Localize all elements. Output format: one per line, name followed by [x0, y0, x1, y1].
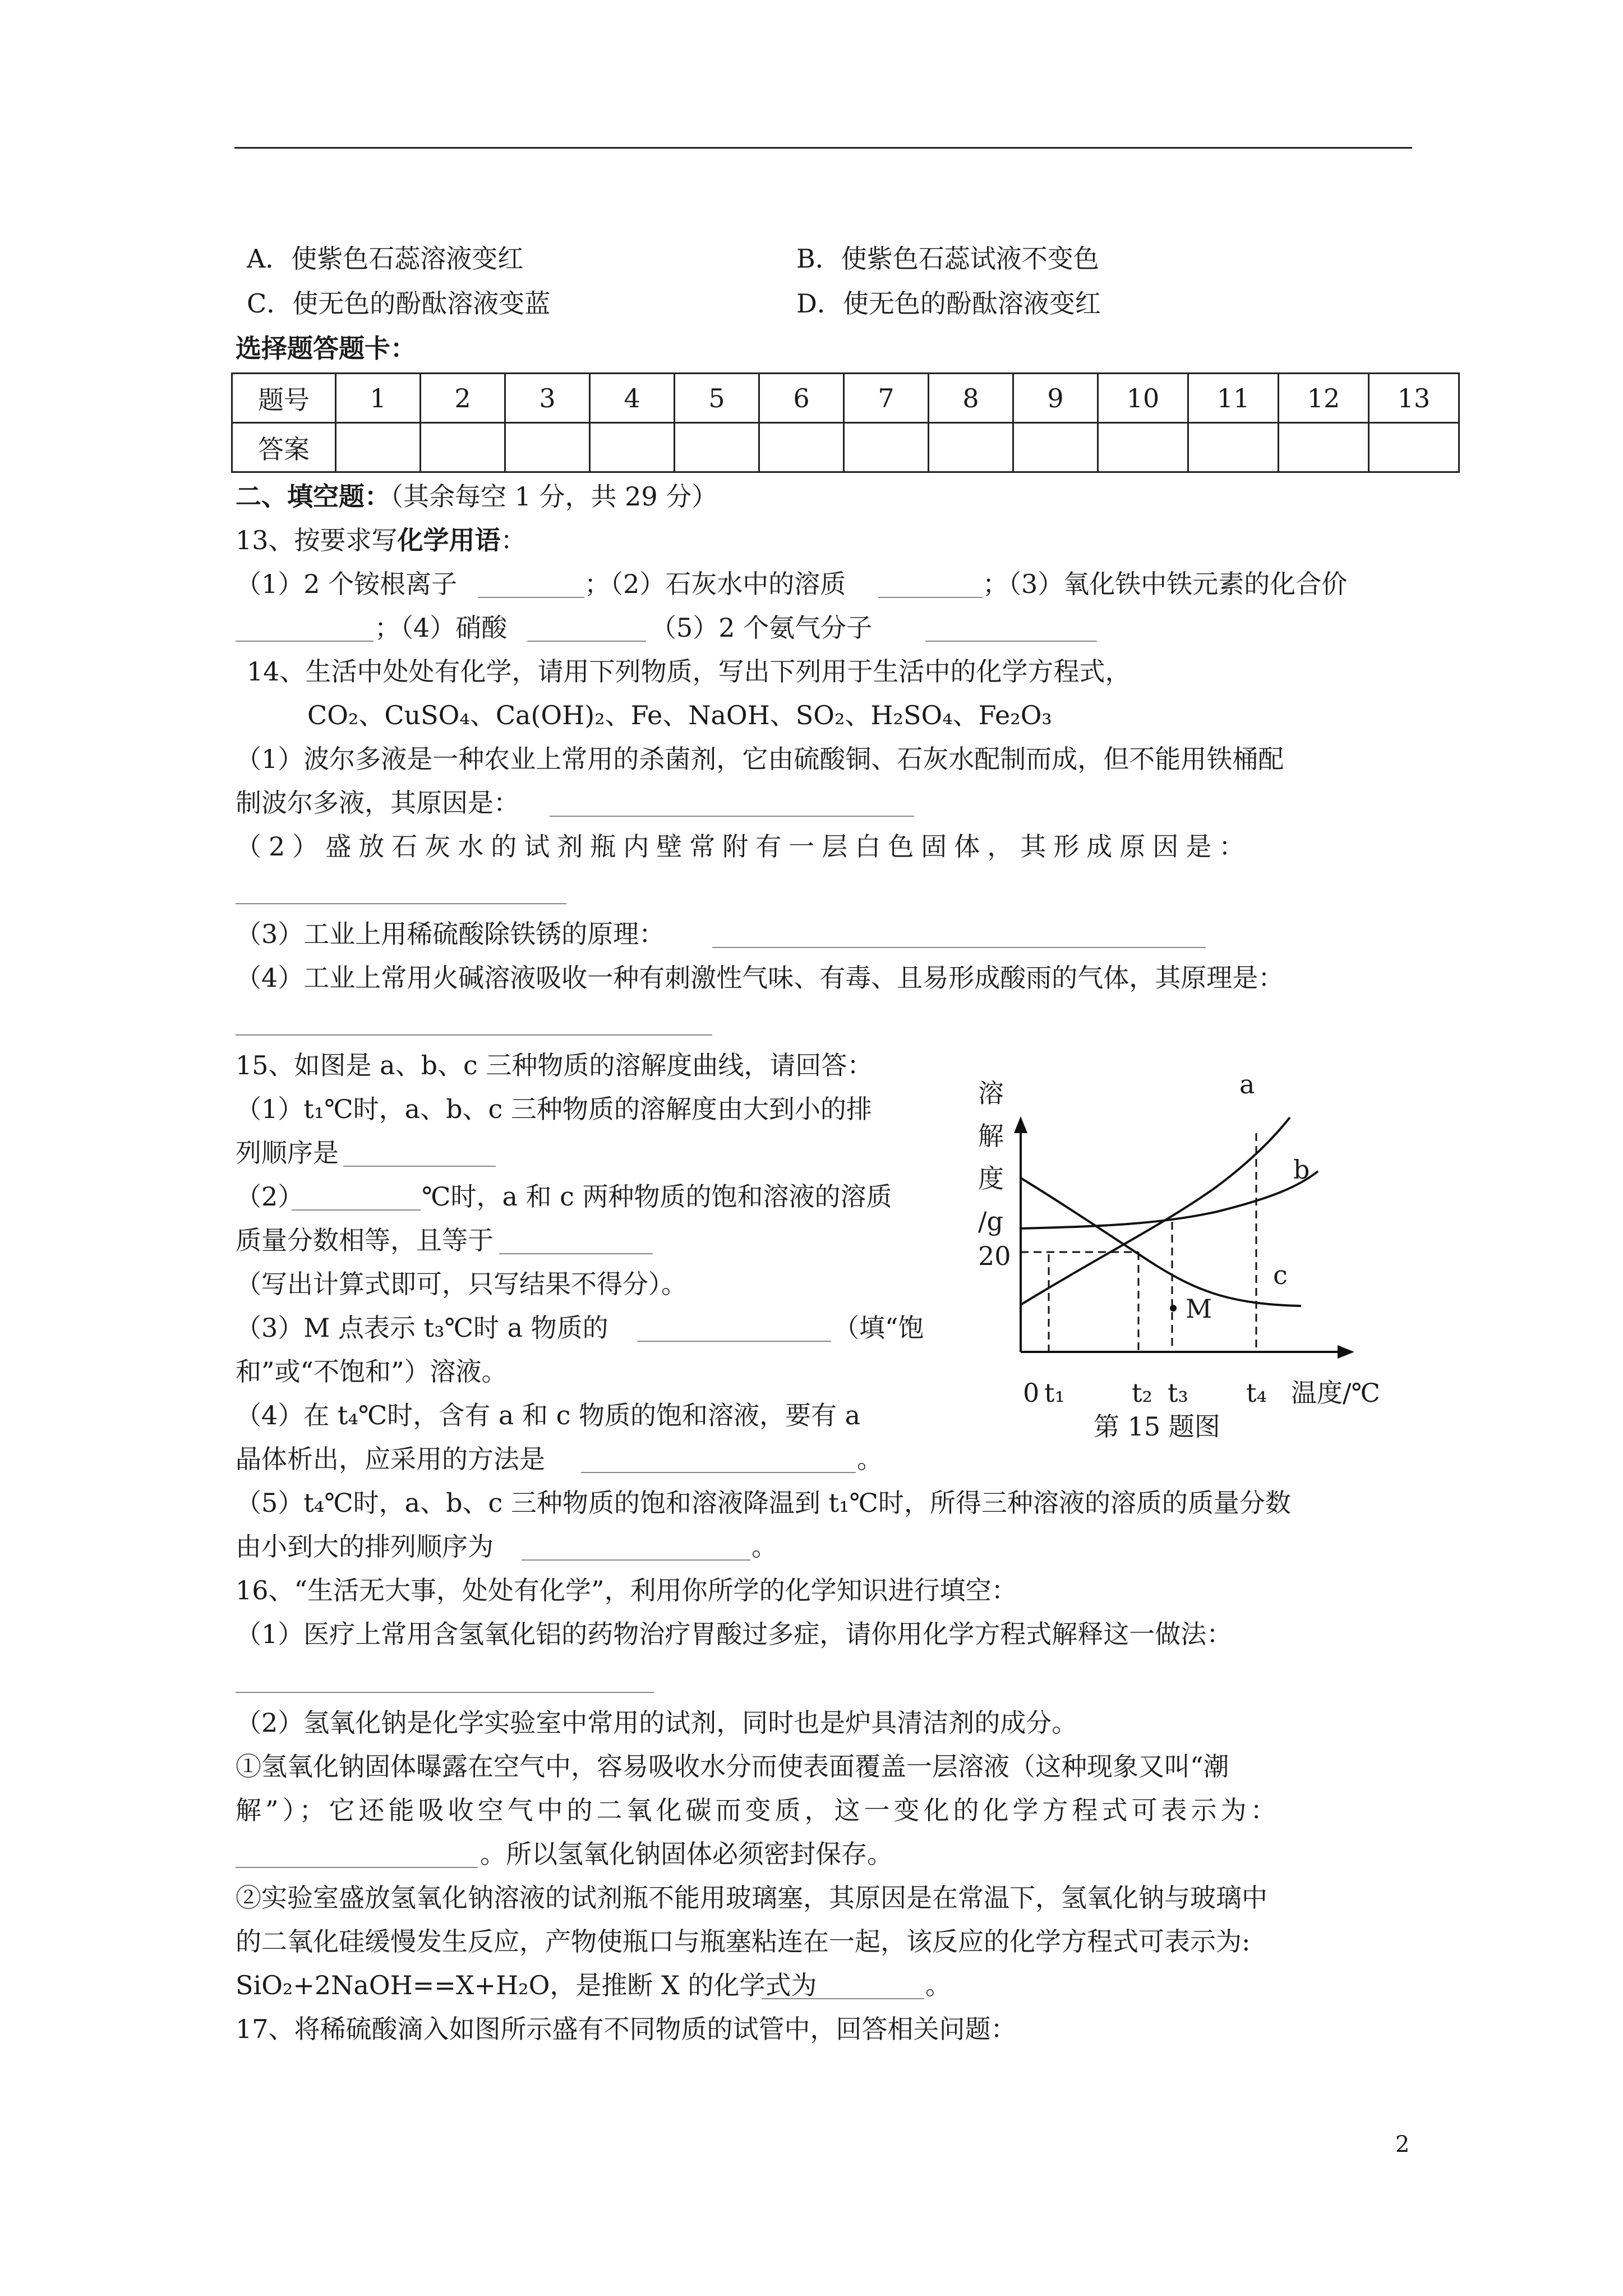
answer-card-title: 选择题答题卡：	[236, 333, 416, 364]
blank-q16-1[interactable]	[236, 1692, 654, 1693]
q16-p1: （1）医疗上常用含氢氧化铝的药物治疗胃酸过多症，请你用化学方程式解释这一做法：	[236, 1619, 1233, 1649]
number-cell: 1	[336, 374, 421, 423]
curve-label-c: c	[1273, 1260, 1288, 1290]
y-axis-label-char-4: /g	[978, 1206, 1003, 1236]
answer-cell[interactable]	[505, 423, 590, 472]
q15-stem: 15、如图是 a、b、c 三种物质的溶解度曲线，请回答：	[236, 1050, 873, 1080]
q15-p4-c: 。	[857, 1444, 883, 1474]
number-cell: 2	[421, 374, 505, 423]
q15-p1-b: 列顺序是	[236, 1138, 339, 1168]
section2-note: （其余每空 1 分，共 29 分）	[390, 481, 718, 512]
answer-cell[interactable]	[1188, 423, 1279, 472]
x-tick-t4: t₄	[1246, 1378, 1267, 1408]
blank-q14-4[interactable]	[236, 1034, 712, 1036]
number-cell: 8	[929, 374, 1013, 423]
q15-p2-c: 质量分数相等，且等于	[236, 1225, 494, 1255]
curve-b	[1021, 1171, 1318, 1228]
row-label-number: 题号	[232, 374, 336, 423]
chart-caption: 第 15 题图	[1094, 1411, 1220, 1442]
y-axis-label-char-3: 度	[978, 1163, 1004, 1194]
blank-q15-4[interactable]	[637, 1341, 831, 1342]
y-tick-20: 20	[978, 1241, 1011, 1271]
number-cell: 7	[844, 374, 929, 423]
curve-label-a: a	[1239, 1069, 1255, 1099]
q13-line2-b: （5）2 个氨气分子	[651, 613, 873, 643]
q13-line1-a: （1）2 个铵根离子	[236, 569, 458, 599]
blank-q15-3[interactable]	[499, 1253, 653, 1254]
q15-p4-a: （4）在 t₄℃时，含有 a 和 c 物质的饱和溶液，要有 a	[236, 1400, 860, 1430]
q17-stem: 17、将稀硫酸滴入如图所示盛有不同物质的试管中，回答相关问题：	[236, 2014, 1017, 2044]
point-m	[1170, 1305, 1177, 1312]
q15-p2-a: （2）	[236, 1181, 304, 1212]
number-cell: 11	[1188, 374, 1279, 423]
answer-cell[interactable]	[421, 423, 505, 472]
x-axis-arrow	[1338, 1345, 1354, 1359]
q13-stem-text: 13、按要求写	[236, 525, 398, 555]
option-d: D．使无色的酚酞溶液变红	[796, 288, 1101, 319]
answer-cell[interactable]	[1279, 423, 1369, 472]
blank-q13-1[interactable]	[478, 597, 584, 598]
blank-q13-2[interactable]	[878, 597, 983, 598]
q16-stem: 16、“生活无大事，处处有化学”，利用你所学的化学知识进行填空：	[236, 1575, 1017, 1605]
y-axis-arrow	[1014, 1116, 1027, 1133]
blank-q15-5[interactable]	[581, 1472, 856, 1473]
answer-cell[interactable]	[336, 423, 421, 472]
blank-q14-2[interactable]	[236, 903, 566, 904]
q16-p2a-2: 解”）；它还能吸收空气中的二氧化碳而变质，这一变化的化学方程式可表示为：	[236, 1795, 1280, 1825]
answer-cell[interactable]	[929, 423, 1013, 472]
number-cell: 5	[675, 374, 759, 423]
blank-q15-2[interactable]	[292, 1209, 421, 1211]
table-row	[232, 423, 1459, 472]
header-rule	[234, 147, 1412, 149]
answer-cell[interactable]	[590, 423, 675, 472]
answer-cell[interactable]	[844, 423, 929, 472]
q16-p2a-1: ①氢氧化钠固体曝露在空气中，容易吸收水分而使表面覆盖一层溶液（这种现象又叫“潮	[236, 1751, 1229, 1782]
answer-cell[interactable]	[759, 423, 844, 472]
q13-line1-b: ；（2）石灰水中的溶质	[584, 569, 846, 599]
x-tick-t1: t₁	[1044, 1378, 1065, 1408]
option-b: B．使紫色石蕊试液不变色	[796, 243, 1099, 274]
table-row	[232, 374, 1459, 423]
blank-q14-1[interactable]	[550, 816, 914, 817]
blank-q13-4[interactable]	[527, 641, 646, 642]
x-tick-t2: t₂	[1132, 1378, 1152, 1408]
number-cell: 4	[590, 374, 675, 423]
q16-p2a-3: 。所以氢氧化钠固体必须密封保存。	[480, 1839, 893, 1869]
q16-p2: （2）氢氧化钠是化学实验室中常用的试剂，同时也是炉具清洁剂的成分。	[236, 1708, 1078, 1738]
option-c: C．使无色的酚酞溶液变蓝	[247, 288, 551, 319]
q15-p3-a: （3）M 点表示 t₃℃时 a 物质的	[236, 1313, 608, 1343]
q15-p2-d: （写出计算式即可，只写结果不得分）。	[236, 1269, 687, 1299]
answer-card-table	[231, 372, 1460, 473]
q15-p3-c: 和”或“不饱和”）溶液。	[236, 1356, 508, 1387]
number-cell: 12	[1279, 374, 1369, 423]
curve-a	[1021, 1117, 1290, 1305]
q13-line1-c: ；（3）氧化铁中铁元素的化合价	[983, 569, 1348, 599]
q13-stem-bold: 化学用语	[397, 525, 501, 555]
q14-stem: 14、生活中处处有化学，请用下列物质，写出下列用于生活中的化学方程式，	[247, 656, 1131, 687]
blank-q15-6[interactable]	[522, 1559, 750, 1561]
blank-q14-3[interactable]	[712, 947, 1206, 948]
row-label-answer: 答案	[232, 423, 336, 472]
q14-p3: （3）工业上用稀硫酸除铁锈的原理：	[236, 919, 665, 949]
q15-p1-a: （1）t₁℃时，a、b、c 三种物质的溶解度由大到小的排	[236, 1094, 872, 1124]
number-cell: 13	[1369, 374, 1459, 423]
section2-title: 二、填空题：	[236, 481, 390, 512]
q16-p2b-3b: 。	[925, 1970, 951, 2000]
y-axis-label-char-2: 解	[978, 1121, 1004, 1151]
y-axis-label-char-1: 溶	[978, 1078, 1004, 1108]
number-cell: 10	[1098, 374, 1188, 423]
section2-heading	[236, 481, 718, 512]
curve-c	[1021, 1178, 1301, 1306]
q13-stem	[236, 527, 527, 553]
q15-p5-b: 由小到大的排列顺序为	[236, 1531, 494, 1562]
curve-label-b: b	[1293, 1154, 1310, 1185]
q15-p3-b: （填“饱	[833, 1313, 924, 1343]
page-number: 2	[1395, 2132, 1410, 2157]
option-a: A．使紫色石蕊溶液变红	[247, 243, 524, 274]
q14-p1-a: （1）波尔多液是一种农业上常用的杀菌剂，它由硫酸铜、石灰水配制而成，但不能用铁桶配	[236, 744, 1284, 774]
q15-p4-b: 晶体析出，应采用的方法是	[236, 1444, 545, 1474]
point-label-m: M	[1186, 1294, 1212, 1324]
q16-p2b-3a: SiO₂+2NaOH==X+H₂O，是推断 X 的化学式为	[236, 1970, 817, 2000]
q14-p1-b: 制波尔多液，其原因是：	[236, 788, 519, 818]
number-cell: 3	[505, 374, 590, 423]
answer-cell[interactable]	[1369, 423, 1459, 472]
number-cell: 9	[1013, 374, 1098, 423]
answer-cell[interactable]	[1098, 423, 1188, 472]
q16-p2b-2: 的二氧化硅缓慢发生反应，产物使瓶口与瓶塞粘连在一起，该反应的化学方程式可表示为:	[236, 1926, 1251, 1957]
blank-q15-1[interactable]	[343, 1166, 496, 1167]
blank-q13-3[interactable]	[236, 641, 374, 642]
answer-cell[interactable]	[675, 423, 759, 472]
x-tick-t3: t₃	[1168, 1378, 1188, 1408]
q15-p2-b: ℃时，a 和 c 两种物质的饱和溶液的溶质	[422, 1181, 892, 1212]
q14-p2: （2）盛放石灰水的试剂瓶内壁常附有一层白色固体，其形成原因是：	[236, 831, 1252, 862]
q15-p5-a: （5）t₄℃时，a、b、c 三种物质的饱和溶液降温到 t₁℃时，所得三种溶液的溶质的质量分数	[236, 1488, 1291, 1518]
q14-substances: CO₂、CuSO₄、Ca(OH)₂、Fe、NaOH、SO₂、H₂SO₄、Fe₂O₃	[307, 700, 1052, 730]
answer-cell[interactable]	[1013, 423, 1098, 472]
origin-label: 0	[1023, 1378, 1040, 1408]
q13-stem-colon: ：	[500, 525, 527, 555]
number-cell: 6	[759, 374, 844, 423]
blank-q16-2[interactable]	[236, 1867, 478, 1868]
blank-q16-3[interactable]	[762, 1998, 924, 1999]
q16-p2b-1: ②实验室盛放氢氧化钠溶液的试剂瓶不能用玻璃塞，其原因是在常温下，氢氧化钠与玻璃中	[236, 1883, 1267, 1913]
q15-p5-c: 。	[751, 1531, 777, 1562]
q14-p4: （4）工业上常用火碱溶液吸收一种有刺激性气味、有毒、且易形成酸雨的气体，其原理是：	[236, 963, 1284, 993]
x-axis-label: 温度/℃	[1291, 1378, 1380, 1408]
q13-line2-a: ；（4）硝酸	[375, 613, 508, 643]
blank-q13-5[interactable]	[925, 641, 1097, 642]
